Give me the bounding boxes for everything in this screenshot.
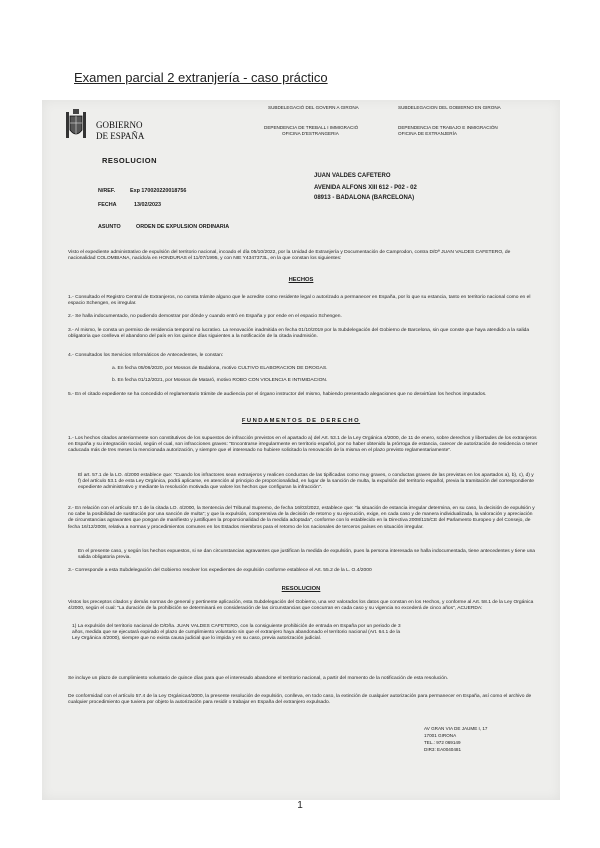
hechos-4: 4.- Consultados los Servicios Informáticos de Antecedentes, le constan: [68, 353, 224, 358]
hechos-4a: a. En fecha 05/06/2020, por Mossos de Badalona, motivo CULTIVO ELABORACION DE DROGAS. [112, 366, 328, 371]
hechos-5: 5.- En el citado expediente se ha concedido el reglamentario trámite de audiencia por el órgano instructor del mismo, habiendo presentado alegaciones que no desvirtúan los hechos imputados. [68, 392, 487, 397]
gov-name-line1: GOBIERNO [96, 120, 143, 130]
addressee-name: JUAN VALDES CAFETERO [314, 173, 391, 179]
nref-value: Exp 170020220018756 [130, 188, 187, 194]
asunto-value: ORDEN DE EXPULSION ORDINARIA [136, 224, 230, 230]
resolucion-title: RESOLUCION [281, 586, 321, 592]
footer-address-line1: AV GRAN VIA DE JAUME I, 17 [424, 726, 488, 731]
fundamentos-3: 3.- Corresponde a esta Subdelegación del Gobierno resolver los expedientes de expulsión conforme establece el Art. 55.2 de la L. O.4/2000 [68, 568, 372, 573]
asunto-label: ASUNTO [98, 224, 121, 230]
footer-address-line3: TEL.: 972 069149 [424, 740, 461, 745]
hechos-1: 1.- Consultado el Registro Central de Extranjeros, no consta trámite alguno que le acredite como residente legal o autorizado a permanecer en España, por lo que su estancia, tanto en territorio nacional como en el espacio Schengen, es irregular. [68, 295, 531, 307]
hechos-2: 2.- Se halla indocumentado, no pudiendo demostrar por dónde y cuando entró en España y por ende en el espacio Schengen. [68, 314, 342, 319]
subdelegacion-spanish: SUBDELEGACION DEL GOBIERNO EN GIRONA [398, 105, 501, 110]
fundamentos-2b: En el presente caso, y según los hechos expuestos, si se dan circunstancias agravantes que justifican la medida de expulsión, pues la persona interesada se halla indocumentada, tiene antecedentes y tiene una salida obligatoria previa. [78, 549, 536, 561]
fundamentos-1b: El art. 57.1 de la LO. 4/2000 establece que: "Cuando los infractores sean extranjeros y realicen conductas de las tipificadas como muy graves, o conductas graves de las previstas en los apartados a), b), c), d) y f) del artículo 53.1 de esta Ley Orgánica, podrá aplicarse, en atención al principio de proporcionalidad, en lugar de la sanción de multa, la expulsión del territorio español, previa la tramitación del correspondiente expediente administrativo y mediante la resolución motivada que valore los hechos que configuran la infracción". [78, 473, 534, 491]
footer-address-line2: 17001 GIRONA [424, 733, 457, 738]
page-number: 1 [297, 800, 303, 811]
hechos-3: 3.- Al mismo, le consta un permiso de residencia temporal no lucrativo. La renovación inadmitida en fecha 01/10/2019 por la Subdelegación del Gobierno de Barcelona, sin que conste que haya atendido a la salida obligatoria que conlleva el abandono del país en los quince días siguientes a la notificación de la citada inadmisión. [68, 328, 530, 340]
intro-paragraph: Visto el expediente administrativo de expulsión del territorio nacional, incoado el día 05/10/2022, por la Unidad de Extranjería y Documentación de Camprodon, contra D/Dª JUAN VALDES CAFETERO, de nacionalidad COLOMBIANA, nacido/a en HONDURAS el 11/07/1995, y con NIE Y4347373L, en la que constan los siguientes: [68, 250, 511, 262]
fecha-value: 13/02/2023 [134, 202, 161, 208]
conformidad-paragraph: De conformidad con el artículo 57.4 de la Ley Orgánica4/2000, la presente resolución de expulsión, conlleva, en todo caso, la extinción de cualquier autorización para permanecer en España, así como el archivo de cualquier procedimiento que tuviera por objeto la autorización para residir o trabajar en España del extranjero expulsado. [68, 694, 532, 706]
subdelegacion-catalan: SUBDELEGACIÓ DEL GOVERN A GIRONA [268, 105, 359, 110]
addressee-street: AVENIDA ALFONS XIII 612 - P02 - 02 [314, 185, 417, 191]
footer-address-line4: DIR3: EA0040481 [424, 747, 462, 752]
fecha-label: FECHA [98, 202, 117, 208]
plazo-paragraph: Se incluye un plazo de cumplimiento voluntario de quince días para que el interesado abandone el territorio nacional, a partir del momento de la notificación de esta resolución. [68, 676, 449, 681]
document-heading: RESOLUCION [102, 156, 158, 165]
scanned-document [42, 100, 560, 800]
addressee-city: 08913 - BADALONA (BARCELONA) [314, 195, 415, 201]
resolucion-item-1: 1) La expulsión del territorio nacional de D/Dña. JUAN VALDES CAFETERO, con la consiguiente prohibición de entrada en España por un periodo de 3 años, medida que se ejecutará expirado el plazo de cumplimiento voluntario sin que el extranjero haya abandonado el territorio nacional (Art. 64.1 de la Ley Orgánica 4/2000), siempre que no exista causa judicial que lo impida y en su caso, previa autorización judicial. [72, 624, 401, 642]
hechos-title: HECHOS [288, 277, 314, 283]
nref-label: N/REF. [98, 188, 116, 194]
resolucion-intro: Vistos los preceptos citados y demás normas de general y pertinente aplicación, esta Subdelegación del Gobierno, una vez valorados los datos que constan en los Hechos, y conforme al Art. 58.1 de la Ley Orgánica 4/2000, según el cual: "La duración de la prohibición se determinará en consideración de las circunstancias que concurran en cada caso y su vigencia no excederá de cinco años", ACUERDA: [68, 600, 534, 612]
fundamentos-title: FUNDAMENTOS DE DERECHO [241, 418, 361, 424]
gov-name-line2: DE ESPAÑA [96, 131, 145, 141]
oficina-spanish: OFICINA DE EXTRANJERÍA [398, 131, 457, 136]
fundamentos-1: 1.- Los hechos citados anteriormente son constitutivos de los supuestos de infracción previstos en el apartado a) del Art. 53.1 de la Ley Orgánica 4/2000, de 11 de enero, sobre derechos y libertades de los extranjeros en España y su integración social, según el cual, son infracciones graves: "Encontrarse irregularmente en territorio español, por no haber obtenido la prórroga de estancia, carecer de autorización de residencia o tener caducada más de tres meses la mencionada autorización, y siempre que el interesado no hubiere solicitado la renovación de la misma en el plazo previsto reglamentariamente". [68, 436, 538, 454]
oficina-catalan: OFICINA D'ESTRANGERIA [282, 131, 339, 136]
dependencia-catalan: DEPENDENCIA DE TREBALL I IMMIGRACIÓ [264, 125, 359, 130]
coat-of-arms-icon [64, 108, 88, 142]
fundamentos-2: 2.- En relación con el artículo 57.1 de la citada LO. 4/2000, la Sentencia del Tribunal Supremo, de fecha 16/03/2022, establece que: "la situación de estancia irregular determina, en su caso, la decisión de expulsión y no cabe la posibilidad de sustitución por una sanción de multa"; y que la expulsión, comprensiva de la decisión de retorno y su ejecución, exige, en cada caso y de manera individualizada, la valoración y apreciación de circunstancias agravantes que pongan de manifiesto y justifiquen la proporcionalidad de la medida adoptada", conforme con lo establecido en la Directiva 2008/115/CE del Parlamento Europeo y del Consejo, de fecha 16/12/2008, relativa a normas y procedimientos comunes en los Estados miembros para el retorno de los nacionales de terceros países en situación irregular. [68, 506, 535, 530]
dependencia-spanish: DEPENDENCIA DE TRABAJO E INMIGRACIÓN [398, 125, 498, 130]
hechos-4b: b. En fecha 01/12/2021, por Mossos de Mataró, motivo ROBO CON VIOLENCIA E INTIMIDACION. [112, 378, 328, 383]
document-header-title: Examen parcial 2 extranjería - caso práctico [74, 70, 328, 85]
